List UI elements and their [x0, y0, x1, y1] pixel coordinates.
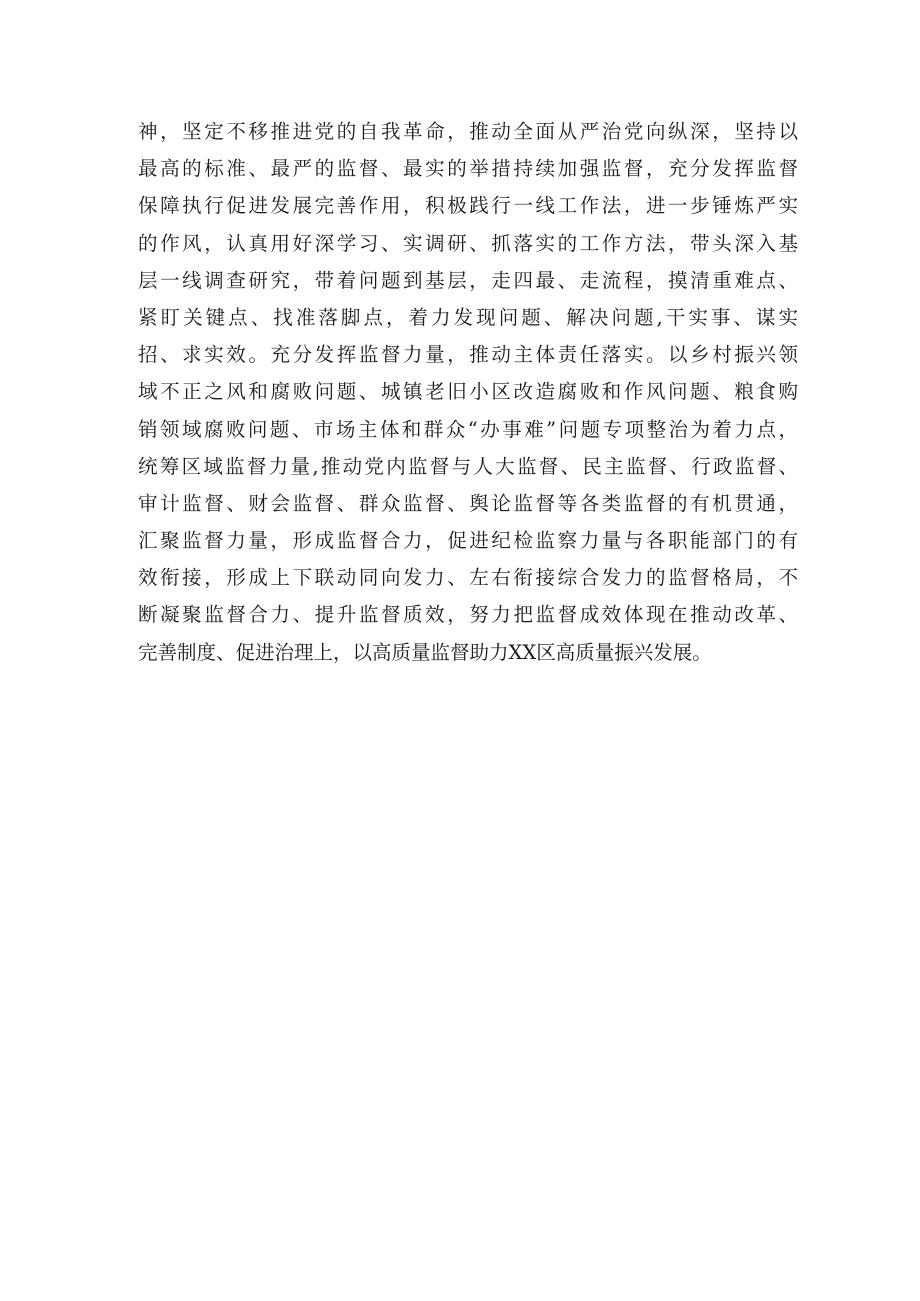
text-line: 断凝聚监督合力、提升监督质效，努力把监督成效体现在推动改革、 — [138, 603, 798, 627]
text-line: 域不正之风和腐败问题、城镇老旧小区改造腐败和作风问题、粮食购 — [138, 380, 798, 404]
text-line: 紧盯关键点、找准落脚点，着力发现问题、解决问题,干实事、谋实 — [138, 305, 798, 329]
text-line: 最高的标准、最严的监督、最实的举措持续加强监督，充分发挥监督 — [138, 157, 798, 181]
text-line: 保障执行促进发展完善作用，积极践行一线工作法，进一步锤炼严实 — [138, 194, 798, 218]
text-line: 完善制度、促进治理上，以高质量监督助力XX区高质量振兴发展。 — [138, 640, 712, 664]
text-line: 招、求实效。充分发挥监督力量，推动主体责任落实。以乡村振兴领 — [138, 343, 798, 367]
body-paragraph — [138, 113, 798, 671]
text-line: 的作风，认真用好深学习、实调研、抓落实的工作方法，带头深入基 — [138, 231, 798, 255]
text-line: 汇聚监督力量，形成监督合力，促进纪检监察力量与各职能部门的有 — [138, 529, 798, 553]
text-line: 层一线调查研究，带着问题到基层，走四最、走流程，摸清重难点、 — [138, 268, 798, 292]
text-line: 神，坚定不移推进党的自我革命，推动全面从严治党向纵深，坚持以 — [138, 120, 798, 143]
text-line: 效衔接，形成上下联动同向发力、左右衔接综合发力的监督格局，不 — [138, 566, 798, 590]
text-line: 审计监督、财会监督、群众监督、舆论监督等各类监督的有机贯通， — [138, 491, 798, 515]
text-line: 销领域腐败问题、市场主体和群众“办事难”问题专项整治为着力点， — [138, 417, 798, 441]
text-line: 统筹区域监督力量,推动党内监督与人大监督、民主监督、行政监督、 — [138, 454, 798, 478]
